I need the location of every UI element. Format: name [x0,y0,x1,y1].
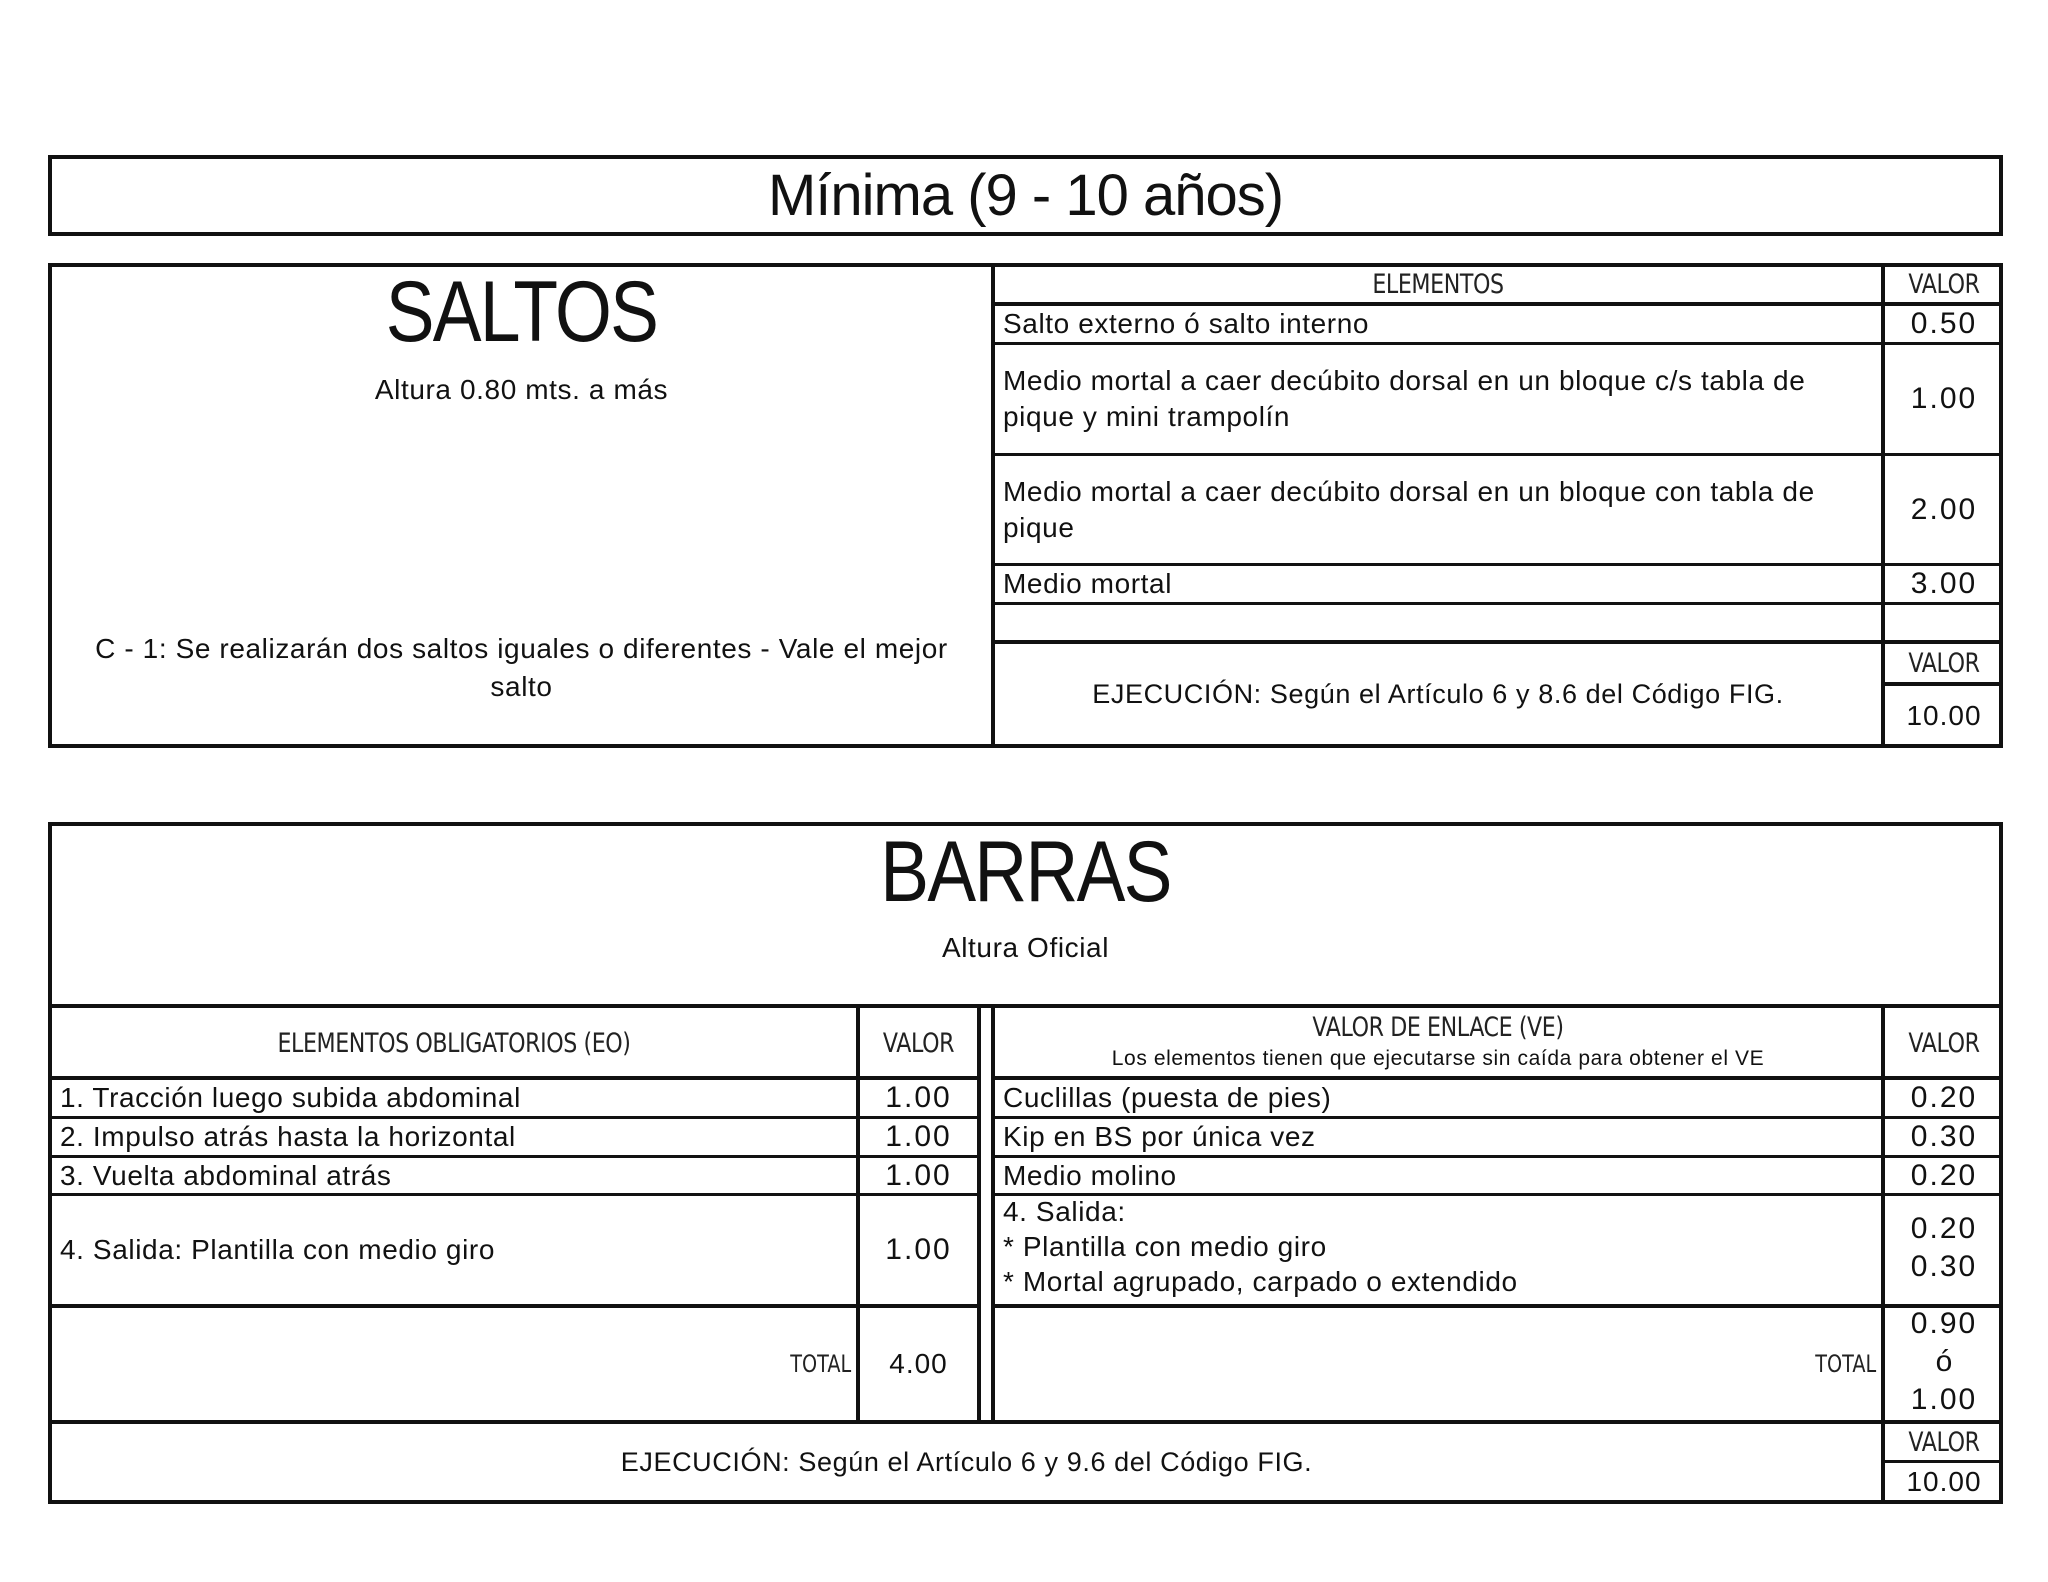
eo-header: ELEMENTOS OBLIGATORIOS (EO) [277,1027,631,1059]
ve-row-element: Kip en BS por única vez [1003,1121,1316,1152]
ve-salida-values [1885,1210,2003,1290]
barras-subtitle: Altura Oficial [941,932,1110,963]
saltos-row-value: 1.00 [1910,382,1978,415]
saltos-row-element: Medio mortal a caer decúbito dorsal en un bloque c/s tabla de pique y mini trampolín [1003,365,1806,432]
ve-salida-block [1003,1193,1873,1303]
eo-total-value: 4.00 [889,1348,948,1379]
ve-row-value: 0.20 [1910,1081,1978,1114]
saltos-exec-value: 10.00 [1906,700,1982,731]
saltos-row-value: 3.00 [1910,567,1978,600]
barras-exec-value-label: VALOR [1908,1426,1980,1458]
eo-total-label: TOTAL [790,1350,852,1378]
saltos-execution: EJECUCIÓN: Según el Artículo 6 y 8.6 del Código FIG. [1092,679,1784,709]
ve-salida-line: * Plantilla con medio giro [1003,1231,1327,1262]
ve-salida-line: * Mortal agrupado, carpado o extendido [1003,1266,1518,1297]
saltos-row-element: Medio mortal [1003,568,1173,599]
saltos-row-element: Salto externo ó salto interno [1003,307,1370,339]
barras-exec-value: 10.00 [1906,1466,1982,1497]
saltos-elements-header: ELEMENTOS [1372,268,1504,300]
saltos-title: SALTOS [385,263,658,360]
ve-total-or: ó [1935,1345,1953,1378]
saltos-row-element: Medio mortal a caer decúbito dorsal en un bloque con tabla de pique [1003,475,1815,543]
ve-salida-value: 0.30 [1910,1250,1978,1283]
eo-right-divider [977,1004,981,1420]
ve-total-value: 0.90 [1910,1307,1978,1340]
eo-row-value: 1.00 [885,1233,952,1266]
ve-value-header: VALOR [1908,1027,1980,1059]
saltos-row-value: 2.00 [1910,492,1978,526]
ve-row-element: Medio molino [1003,1160,1177,1191]
eo-row-element: 4. Salida: Plantilla con medio giro [60,1234,496,1265]
eo-row-value: 1.00 [885,1120,952,1153]
ve-total-label: TOTAL [1815,1350,1877,1378]
ve-row-value: 0.20 [1910,1159,1978,1192]
saltos-row-line [991,602,2003,605]
eo-row-element: 2. Impulso atrás hasta la horizontal [60,1121,516,1152]
saltos-row-value: 0.50 [1910,306,1978,340]
ve-header: VALOR DE ENLACE (VE) [1312,1011,1564,1043]
saltos-exec-value-label: VALOR [1908,647,1980,679]
eo-row-value: 1.00 [885,1081,952,1114]
ve-subheader: Los elementos tienen que ejecutarse sin caída para obtener el VE [1111,1047,1765,1070]
ve-row-value: 0.30 [1910,1120,1978,1153]
eo-row-element: 1. Tracción luego subida abdominal [60,1082,521,1113]
barras-execution: EJECUCIÓN: Según el Artículo 6 y 9.6 del Código FIG. [620,1447,1313,1477]
saltos-subtitle: Altura 0.80 mts. a más [374,374,669,405]
saltos-value-header: VALOR [1908,268,1980,300]
eo-value-header: VALOR [882,1027,955,1059]
ve-total-values [1885,1305,2003,1420]
barras-title: BARRAS [880,824,1171,920]
ve-salida-value: 0.20 [1910,1212,1978,1245]
eo-row-value: 1.00 [885,1159,952,1192]
eo-row-element: 3. Vuelta abdominal atrás [60,1160,392,1191]
ve-total-value: 1.00 [1910,1383,1978,1416]
saltos-note: C - 1: Se realizarán dos saltos iguales o diferentes - Vale el mejor salto [95,633,948,702]
ve-row-element: Cuclillas (puesta de pies) [1003,1082,1332,1113]
ve-salida-line: 4. Salida: [1003,1196,1126,1227]
page-title: Mínima (9 - 10 años) [767,163,1284,228]
